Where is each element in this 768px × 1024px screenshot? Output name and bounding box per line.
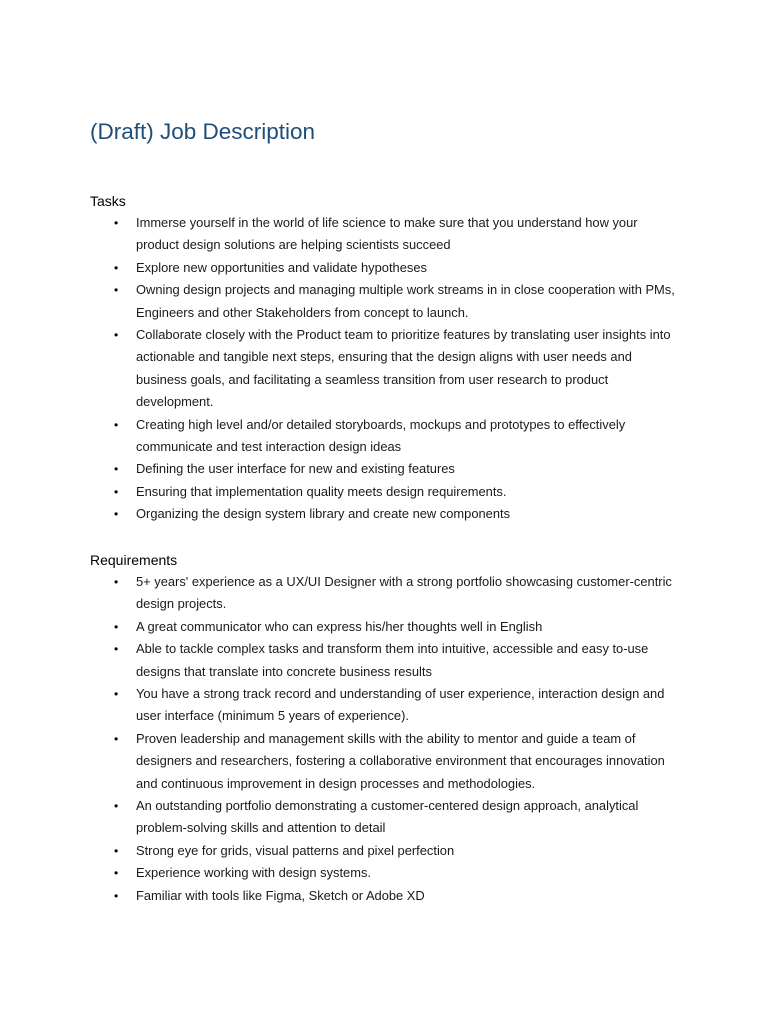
requirements-heading: Requirements — [90, 552, 178, 568]
tasks-item-text: Creating high level and/or detailed storyboards, mockups and prototypes to effectively communicate and test interaction design ideas — [136, 416, 626, 455]
tasks-list-item — [90, 324, 684, 414]
bullet-icon: • — [114, 417, 119, 432]
requirements-section — [90, 549, 690, 907]
bullet-icon: • — [114, 866, 119, 881]
page-title: (Draft) Job Description — [90, 119, 316, 144]
requirements-list-item — [90, 840, 684, 862]
requirements-item-text: Familiar with tools like Figma, Sketch or Adobe XD — [136, 887, 425, 903]
tasks-list-item — [90, 414, 684, 459]
bullet-icon: • — [114, 507, 119, 522]
requirements-list-item — [90, 862, 684, 884]
requirements-list-item — [90, 616, 684, 638]
requirements-list-item — [90, 728, 684, 795]
tasks-section — [90, 190, 690, 526]
requirements-list-item — [90, 571, 684, 616]
tasks-heading: Tasks — [90, 193, 126, 209]
tasks-list-item — [90, 212, 684, 257]
bullet-icon: • — [114, 843, 119, 858]
tasks-list-item — [90, 458, 684, 480]
tasks-list-item — [90, 503, 684, 525]
bullet-icon: • — [114, 462, 119, 477]
tasks-list-item — [90, 257, 684, 279]
bullet-icon: • — [114, 283, 119, 298]
requirements-list-item — [90, 795, 684, 840]
tasks-item-text: Explore new opportunities and validate hypotheses — [136, 259, 427, 275]
requirements-item-text: Proven leadership and management skills with the ability to mentor and guide a team of designers and researchers, fostering a collaborative environment that encourages innovation and continuous improvement in design processes and methodologies. — [136, 730, 665, 791]
bullet-icon: • — [114, 799, 119, 814]
tasks-item-text: Immerse yourself in the world of life science to make sure that you understand how your product design solutions are helping scientists succeed — [136, 215, 638, 253]
bullet-icon: • — [114, 687, 119, 702]
requirements-item-text: Experience working with design systems. — [136, 865, 371, 881]
requirements-item-text: You have a strong track record and understanding of user experience, interaction design and user interface (minimum 5 years of experience). — [136, 686, 665, 724]
tasks-item-text: Collaborate closely with the Product team to prioritize features by translating user insights into actionable and tangible next steps, ensuring that the design aligns with user needs and business goals, and facilitating a seamless transition from user research to product development. — [136, 327, 671, 410]
bullet-icon: • — [114, 328, 119, 343]
requirements-item-text: An outstanding portfolio demonstrating a customer-centered design approach, analytical problem-solving skills and attention to detail — [136, 798, 639, 836]
bullet-icon: • — [114, 575, 119, 589]
bullet-icon: • — [114, 216, 119, 230]
requirements-list-item — [90, 638, 684, 683]
bullet-icon: • — [114, 731, 119, 746]
requirements-item-text: 5+ years' experience as a UX/UI Designer with a strong portfolio showcasing customer-centric design projects. — [136, 574, 672, 612]
bullet-icon: • — [114, 260, 119, 275]
bullet-icon: • — [114, 484, 119, 499]
requirements-item-text: Able to tackle complex tasks and transform them into intuitive, accessible and easy to-use designs that translate into concrete business results — [136, 641, 649, 679]
tasks-item-text: Ensuring that implementation quality meets design requirements. — [136, 483, 507, 499]
bullet-icon: • — [114, 888, 119, 903]
bullet-icon: • — [114, 619, 119, 634]
requirements-list-item — [90, 683, 684, 728]
requirements-item-text: Strong eye for grids, visual patterns and pixel perfection — [136, 842, 455, 858]
tasks-item-text: Defining the user interface for new and existing features — [136, 461, 455, 477]
requirements-item-text: A great communicator who can express his/her thoughts well in English — [136, 618, 543, 634]
tasks-list-item — [90, 279, 684, 324]
tasks-item-text: Owning design projects and managing multiple work streams in in close cooperation with PMs, Engineers and other Stakeholders from concept to launch. — [136, 282, 675, 320]
tasks-item-text: Organizing the design system library and create new components — [136, 506, 511, 522]
tasks-list — [90, 212, 690, 526]
requirements-list-item — [90, 885, 684, 907]
requirements-list — [90, 571, 690, 907]
bullet-icon: • — [114, 642, 119, 657]
tasks-list-item — [90, 481, 684, 503]
